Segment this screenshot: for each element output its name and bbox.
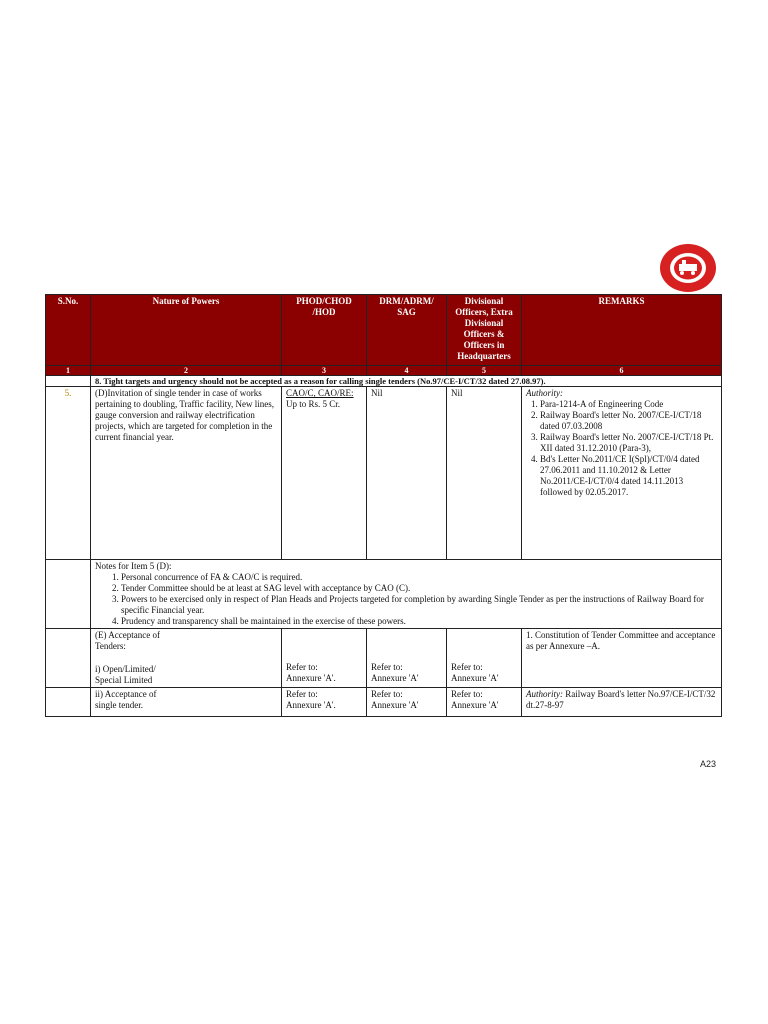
phod-limit: Up to Rs. 5 Cr.: [286, 398, 341, 409]
authority-heading: Authority:: [526, 388, 563, 398]
header-remarks: REMARKS: [522, 295, 722, 366]
column-number: 2: [91, 366, 282, 376]
divisional-cell: [447, 687, 522, 716]
list-item: 4. Bd's Letter No.2011/CE I(Spl)/CT/0/4 dated 27.06.2011 and 11.10.2012 & Letter No.2011/CE-I/CT/0/4 dated 14.11.2013 followed by 02.05.2017.: [540, 454, 717, 498]
phod-authority: CAO/C, CAO/RE:: [286, 388, 354, 398]
authority-list: [526, 399, 717, 498]
annexure-text: Annexure 'A': [451, 699, 499, 710]
column-number: 1: [46, 366, 91, 376]
header-drm: DRM/ADRM/ SAG: [367, 295, 447, 366]
refer-text: Refer to:: [371, 661, 403, 672]
nature-text: Tenders:: [95, 640, 126, 651]
banner-row: [46, 376, 722, 387]
nature-text: i) Open/Limited/: [95, 663, 156, 674]
list-item: 3. Powers to be exercised only in respect of Plan Heads and Projects targeted for completion by awarding Single Tender as per the instructions of Railway Board for specific Financial year.: [121, 594, 717, 616]
authority-heading: Authority:: [526, 688, 563, 699]
phod-cell: [282, 387, 367, 560]
header-divisional-officers: Divisional Officers, Extra Divisional Officers & Officers in Headquarters: [447, 295, 522, 366]
phod-cell: [282, 687, 367, 716]
table-row: [46, 628, 722, 687]
notes-cell: [91, 560, 722, 629]
remarks-cell: [522, 387, 722, 560]
header-phod: PHOD/CHOD /HOD: [282, 295, 367, 366]
annexure-text: Annexure 'A': [371, 699, 419, 710]
column-number: 4: [367, 366, 447, 376]
refer-text: Refer to:: [286, 661, 318, 672]
notes-heading: Notes for Item 5 (D):: [95, 561, 172, 571]
drm-cell: [367, 687, 447, 716]
nature-text: single tender.: [95, 699, 143, 710]
remarks-cell: [522, 687, 722, 716]
indian-railways-logo: [655, 242, 721, 294]
divisional-cell: [447, 628, 522, 687]
column-number: 3: [282, 366, 367, 376]
sno-cell: 5.: [46, 387, 91, 560]
nature-text: Special Limited: [95, 674, 153, 685]
annexure-text: Annexure 'A'.: [286, 699, 336, 710]
drm-cell: Nil: [367, 387, 447, 560]
refer-text: Refer to:: [451, 661, 483, 672]
refer-text: Refer to:: [286, 688, 318, 699]
annexure-text: Annexure 'A': [451, 672, 499, 683]
list-item: 1. Para-1214-A of Engineering Code: [540, 399, 717, 410]
nature-text: ii) Acceptance of: [95, 688, 157, 699]
delegation-of-powers-table: [45, 294, 722, 717]
column-number-row: [46, 366, 722, 376]
table-row: [46, 387, 722, 560]
list-item: 3. Railway Board's letter No. 2007/CE-I/CT/18 Pt. XII dated 31.12.2010 (Para-3),: [540, 432, 717, 454]
nature-text: (E) Acceptance of: [95, 629, 160, 640]
drm-cell: [367, 628, 447, 687]
nature-cell: [91, 687, 282, 716]
refer-text: Refer to:: [371, 688, 403, 699]
list-item: 2. Tender Committee should be at least at SAG level with acceptance by CAO (C).: [121, 583, 717, 594]
annexure-text: Annexure 'A': [371, 672, 419, 683]
list-item: 2. Railway Board's letter No. 2007/CE-I/CT/18 dated 07.03.2008: [540, 410, 717, 432]
page-number: A23: [700, 759, 717, 769]
column-number: 6: [522, 366, 722, 376]
column-number: 5: [447, 366, 522, 376]
notes-row: [46, 560, 722, 629]
divisional-cell: Nil: [447, 387, 522, 560]
nature-cell: [91, 628, 282, 687]
header-sno: S.No.: [46, 295, 91, 366]
list-item: 1. Personal concurrence of FA & CAO/C is required.: [121, 572, 717, 583]
table-row: [46, 687, 722, 716]
remarks-cell: 1. Constitution of Tender Committee and acceptance as per Annexure –A.: [522, 628, 722, 687]
banner-text: 8. Tight targets and urgency should not be accepted as a reason for calling single tenders (No.97/CE-I/CT/32 dated 27.08.97).: [95, 376, 546, 386]
table-header-row: [46, 295, 722, 366]
phod-cell: [282, 628, 367, 687]
authority-text: Railway Board's letter No.97/CE-I/CT/32 dt.27-8-97: [526, 688, 716, 710]
nature-cell: (D)Invitation of single tender in case of works pertaining to doubling, Traffic facility, New lines, gauge conversion and railway electrification projects, which are targeted for completion in the current financial year.: [91, 387, 282, 560]
header-nature-of-powers: Nature of Powers: [91, 295, 282, 366]
list-item: 4. Prudency and transparency shall be maintained in the exercise of these powers.: [121, 616, 717, 627]
notes-list: [95, 572, 717, 627]
refer-text: Refer to:: [451, 688, 483, 699]
annexure-text: Annexure 'A'.: [286, 672, 336, 683]
